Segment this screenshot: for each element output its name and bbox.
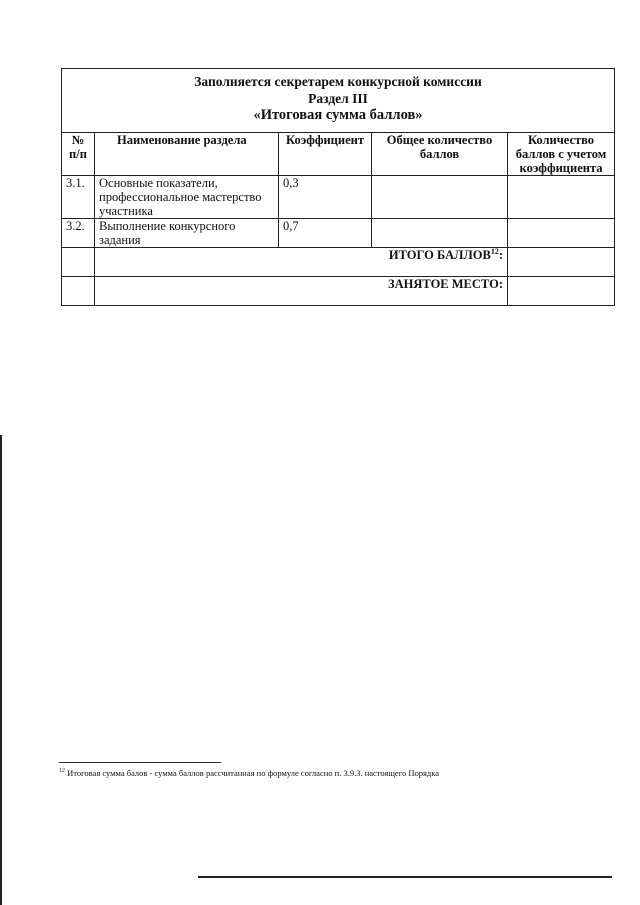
score-summary-table — [61, 68, 615, 306]
table-header — [62, 69, 615, 133]
col-coefficient: Коэффициент — [279, 133, 372, 176]
row-weighted-field[interactable] — [508, 219, 615, 248]
place-field[interactable] — [508, 277, 615, 306]
total-row-blank — [62, 248, 95, 277]
row-section-name: Основные показатели, профессиональное мастерство участника — [95, 176, 279, 219]
total-points-label: ИТОГО БАЛЛОВ$^{12}$: — [95, 248, 508, 277]
row-total-field[interactable] — [372, 176, 508, 219]
header-line-2: Раздел III — [308, 91, 368, 106]
col-weighted-points: Количество баллов с учетом коэффициента — [508, 133, 615, 176]
row-number: 3.1. — [62, 176, 95, 219]
total-row — [62, 248, 615, 277]
row-weighted-field[interactable] — [508, 176, 615, 219]
col-total-points: Общее количество баллов — [372, 133, 508, 176]
footnote-separator — [59, 762, 221, 763]
table-row — [62, 176, 615, 219]
header-title: «Итоговая сумма баллов» — [253, 107, 423, 123]
row-coefficient: 0,7 — [279, 219, 372, 248]
row-total-field[interactable] — [372, 219, 508, 248]
place-label: ЗАНЯТОЕ МЕСТО: — [95, 277, 508, 306]
place-row — [62, 277, 615, 306]
footnote-mark: 12 — [59, 768, 65, 775]
footnote-ref: 12 — [490, 246, 499, 256]
footnote — [59, 768, 439, 778]
total-points-field[interactable] — [508, 248, 615, 277]
footnote-text: Итоговая сумма балов - сумма баллов рассчитанная по формуле согласно п. 3.9.3. настоящего Порядка — [67, 768, 440, 778]
scan-edge — [0, 435, 2, 905]
row-section-name: Выполнение конкурсного задания — [95, 219, 279, 248]
col-number: № п/п — [62, 133, 95, 176]
col-section-name: Наименование раздела — [95, 133, 279, 176]
place-row-blank — [62, 277, 95, 306]
bottom-rule — [198, 876, 612, 878]
row-number: 3.2. — [62, 219, 95, 248]
table-row — [62, 219, 615, 248]
row-coefficient: 0,3 — [279, 176, 372, 219]
header-line-1: Заполняется секретарем конкурсной комиссии — [194, 74, 482, 89]
